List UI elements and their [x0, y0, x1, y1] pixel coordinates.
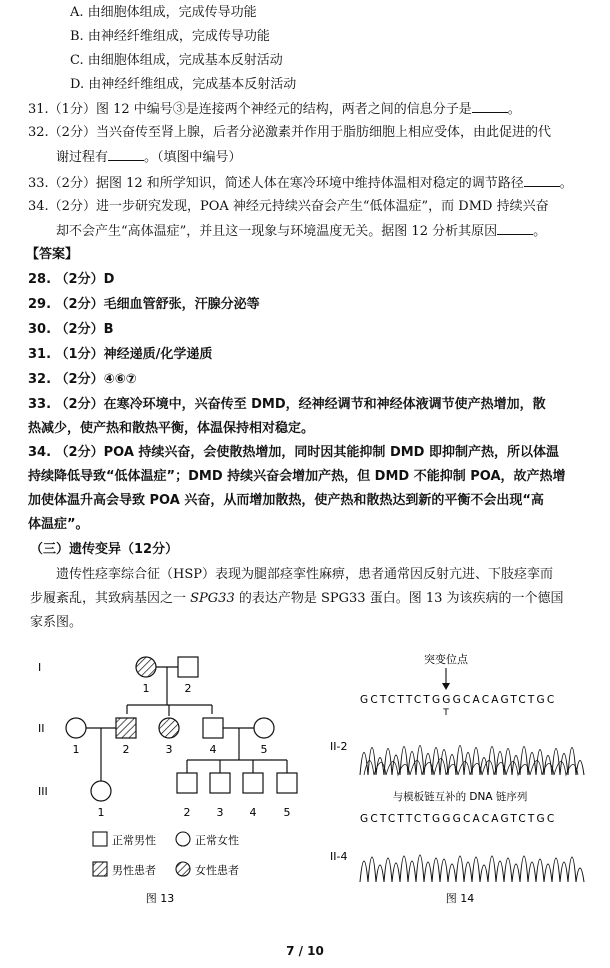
- option-a: A. 由细胞体组成，完成传导功能: [70, 5, 257, 20]
- trace-label-II-4: II-4: [330, 850, 348, 863]
- intro-text: 步履紊乱，其致病基因之一: [30, 591, 191, 606]
- answer-32: 32. （2分）④⑥⑦: [28, 372, 137, 387]
- pedigree-num: 4: [209, 743, 217, 756]
- answer-blank: [497, 222, 533, 235]
- pedigree-III-3-normal-male: [210, 773, 230, 793]
- pedigree-III-5-normal-male: [277, 773, 297, 793]
- answer-34-line3: 加使体温升高会导致 POA 兴奋，从而增加散热，使产热和散热达到新的平衡不会出现“高: [28, 493, 544, 508]
- question-31-period: 。: [507, 102, 521, 117]
- legend-affected-female: 女性患者: [195, 864, 239, 877]
- option-b: B. 由神经纤维组成，完成传导功能: [70, 29, 270, 44]
- answer-33-line1: 33. （2分）在寒冷环境中，兴奋传至 DMD，经神经调节和神经体液调节使产热增加，散: [28, 397, 546, 412]
- sequence-top: GCTCTTCTGGGCACAGTCTGC: [360, 694, 557, 706]
- pedigree-III-1-normal-female: [91, 781, 111, 801]
- pedigree-num: 5: [260, 743, 268, 756]
- mutation-t-mark: T: [443, 708, 449, 718]
- page-number: 7 / 10: [286, 944, 324, 958]
- pedigree-I-1-affected-female: [136, 657, 156, 677]
- pedigree-I-2-normal-male: [178, 657, 198, 677]
- answer-blank: [524, 174, 560, 187]
- question-32-tail: 。（填图中编号）: [144, 150, 242, 165]
- pedigree-II-3-affected-female: [159, 718, 179, 738]
- question-32-line1: 32.（2分）当兴奋传至肾上腺，后者分泌激素并作用于脂肪细胞上相应受体，由此促进的代: [28, 125, 551, 140]
- figure-14-caption: 图 14: [445, 892, 475, 905]
- pedigree-II-5-normal-female: [254, 718, 274, 738]
- answer-blank: [108, 148, 144, 161]
- pedigree-num: 2: [122, 743, 130, 756]
- generation-label: II: [38, 722, 45, 735]
- pedigree-num: 3: [165, 743, 173, 756]
- legend-affected-male-icon: [93, 862, 107, 876]
- pedigree-III-2-normal-male: [177, 773, 197, 793]
- section-intro-line2: [30, 590, 564, 608]
- question-33-period: 。: [559, 176, 573, 191]
- pedigree-chart: [0, 640, 320, 910]
- gene-name: SPG33: [190, 591, 235, 606]
- question-33: [28, 174, 573, 193]
- answers-header: 【答案】: [26, 247, 79, 262]
- pedigree-num: 1: [142, 682, 150, 695]
- pedigree-num: 3: [216, 806, 224, 819]
- pedigree-II-1-normal-female: [66, 718, 86, 738]
- figure-13-caption: 图 13: [145, 892, 175, 905]
- intro-text: 的表达产物是 SPG33 蛋白。图 13 为该疾病的一个德国: [234, 591, 564, 606]
- question-34-text: 却不会产生“高体温症”，并且这一现象与环境温度无关。据图 12 分析其原因: [56, 224, 498, 239]
- legend-normal-male-icon: [93, 832, 107, 846]
- question-34-line1: 34.（2分）进一步研究发现，POA 神经元持续兴奋会产生“低体温症”，而 DMD 持续兴奋: [28, 199, 549, 214]
- mutation-arrow-head: [442, 683, 450, 690]
- pedigree-num: 5: [283, 806, 291, 819]
- pedigree-num: 1: [97, 806, 105, 819]
- answer-30: 30. （2分）B: [28, 322, 114, 337]
- answer-29: 29. （2分）毛细血管舒张，汗腺分泌等: [28, 297, 260, 312]
- legend-normal-male: 正常男性: [112, 834, 156, 847]
- pedigree-num: 4: [249, 806, 257, 819]
- option-d: D. 由神经纤维组成，完成基本反射活动: [70, 77, 297, 92]
- answer-33-line2: 热减少，使产热和散热平衡，体温保持相对稳定。: [28, 421, 315, 436]
- pedigree-num: 2: [183, 806, 191, 819]
- pedigree-II-2-affected-male: [116, 718, 136, 738]
- question-32-text: 谢过程有: [56, 150, 109, 165]
- answer-31: 31. （1分）神经递质/化学递质: [28, 347, 213, 362]
- question-32-line2: [56, 148, 242, 167]
- trace-label-II-2: II-2: [330, 740, 348, 753]
- pedigree-num: 2: [184, 682, 192, 695]
- legend-normal-female-icon: [176, 832, 190, 846]
- answer-34-line4: 体温症”。: [28, 517, 89, 532]
- generation-label: III: [38, 785, 48, 798]
- pedigree-num: 1: [72, 743, 80, 756]
- pedigree-III-4-normal-male: [243, 773, 263, 793]
- legend-affected-female-icon: [176, 862, 190, 876]
- legend-normal-female: 正常女性: [195, 834, 239, 847]
- sequencing-figure: [320, 650, 605, 910]
- legend-affected-male: 男性患者: [112, 864, 156, 877]
- section-title: （三）遗传变异（12分）: [30, 542, 179, 557]
- answer-28: 28. （2分）D: [28, 272, 115, 287]
- answer-34-line2: 持续降低导致“低体温症”；DMD 持续兴奋会增加产热，但 DMD 不能抑制 POA，故产热增: [28, 469, 566, 484]
- section-intro-line1: 遗传性痉挛综合征（HSP）表现为腿部痉挛性麻痹，患者通常因反射亢进、下肢痉挛而: [56, 567, 553, 582]
- pedigree-II-4-normal-male: [203, 718, 223, 738]
- mutation-site-label: 突变位点: [424, 653, 468, 666]
- answer-blank: [472, 100, 508, 113]
- question-31-text: 31.（1分）图 12 中编号③是连接两个神经元的结构，两者之间的信息分子是: [28, 102, 472, 117]
- question-31: [28, 100, 521, 119]
- question-34-period: 。: [533, 224, 547, 239]
- complementary-strand-label: 与模板链互补的 DNA 链序列: [392, 791, 528, 803]
- generation-label: I: [38, 661, 42, 674]
- question-34-line2: [56, 222, 546, 241]
- chromatogram-trace-bottom: [360, 855, 584, 882]
- sequence-bottom: GCTCTTCTGGGCACAGTCTGC: [360, 813, 557, 825]
- question-33-text: 33.（2分）据图 12 和所学知识，简述人体在寒冷环境中维持体温相对稳定的调节路径: [28, 176, 524, 191]
- option-c: C. 由细胞体组成，完成基本反射活动: [70, 53, 283, 68]
- section-intro-line3: 家系图。: [30, 615, 83, 630]
- answer-34-line1: 34. （2分）POA 持续兴奋，会使散热增加，同时因其能抑制 DMD 即抑制产热，所以体温: [28, 445, 559, 460]
